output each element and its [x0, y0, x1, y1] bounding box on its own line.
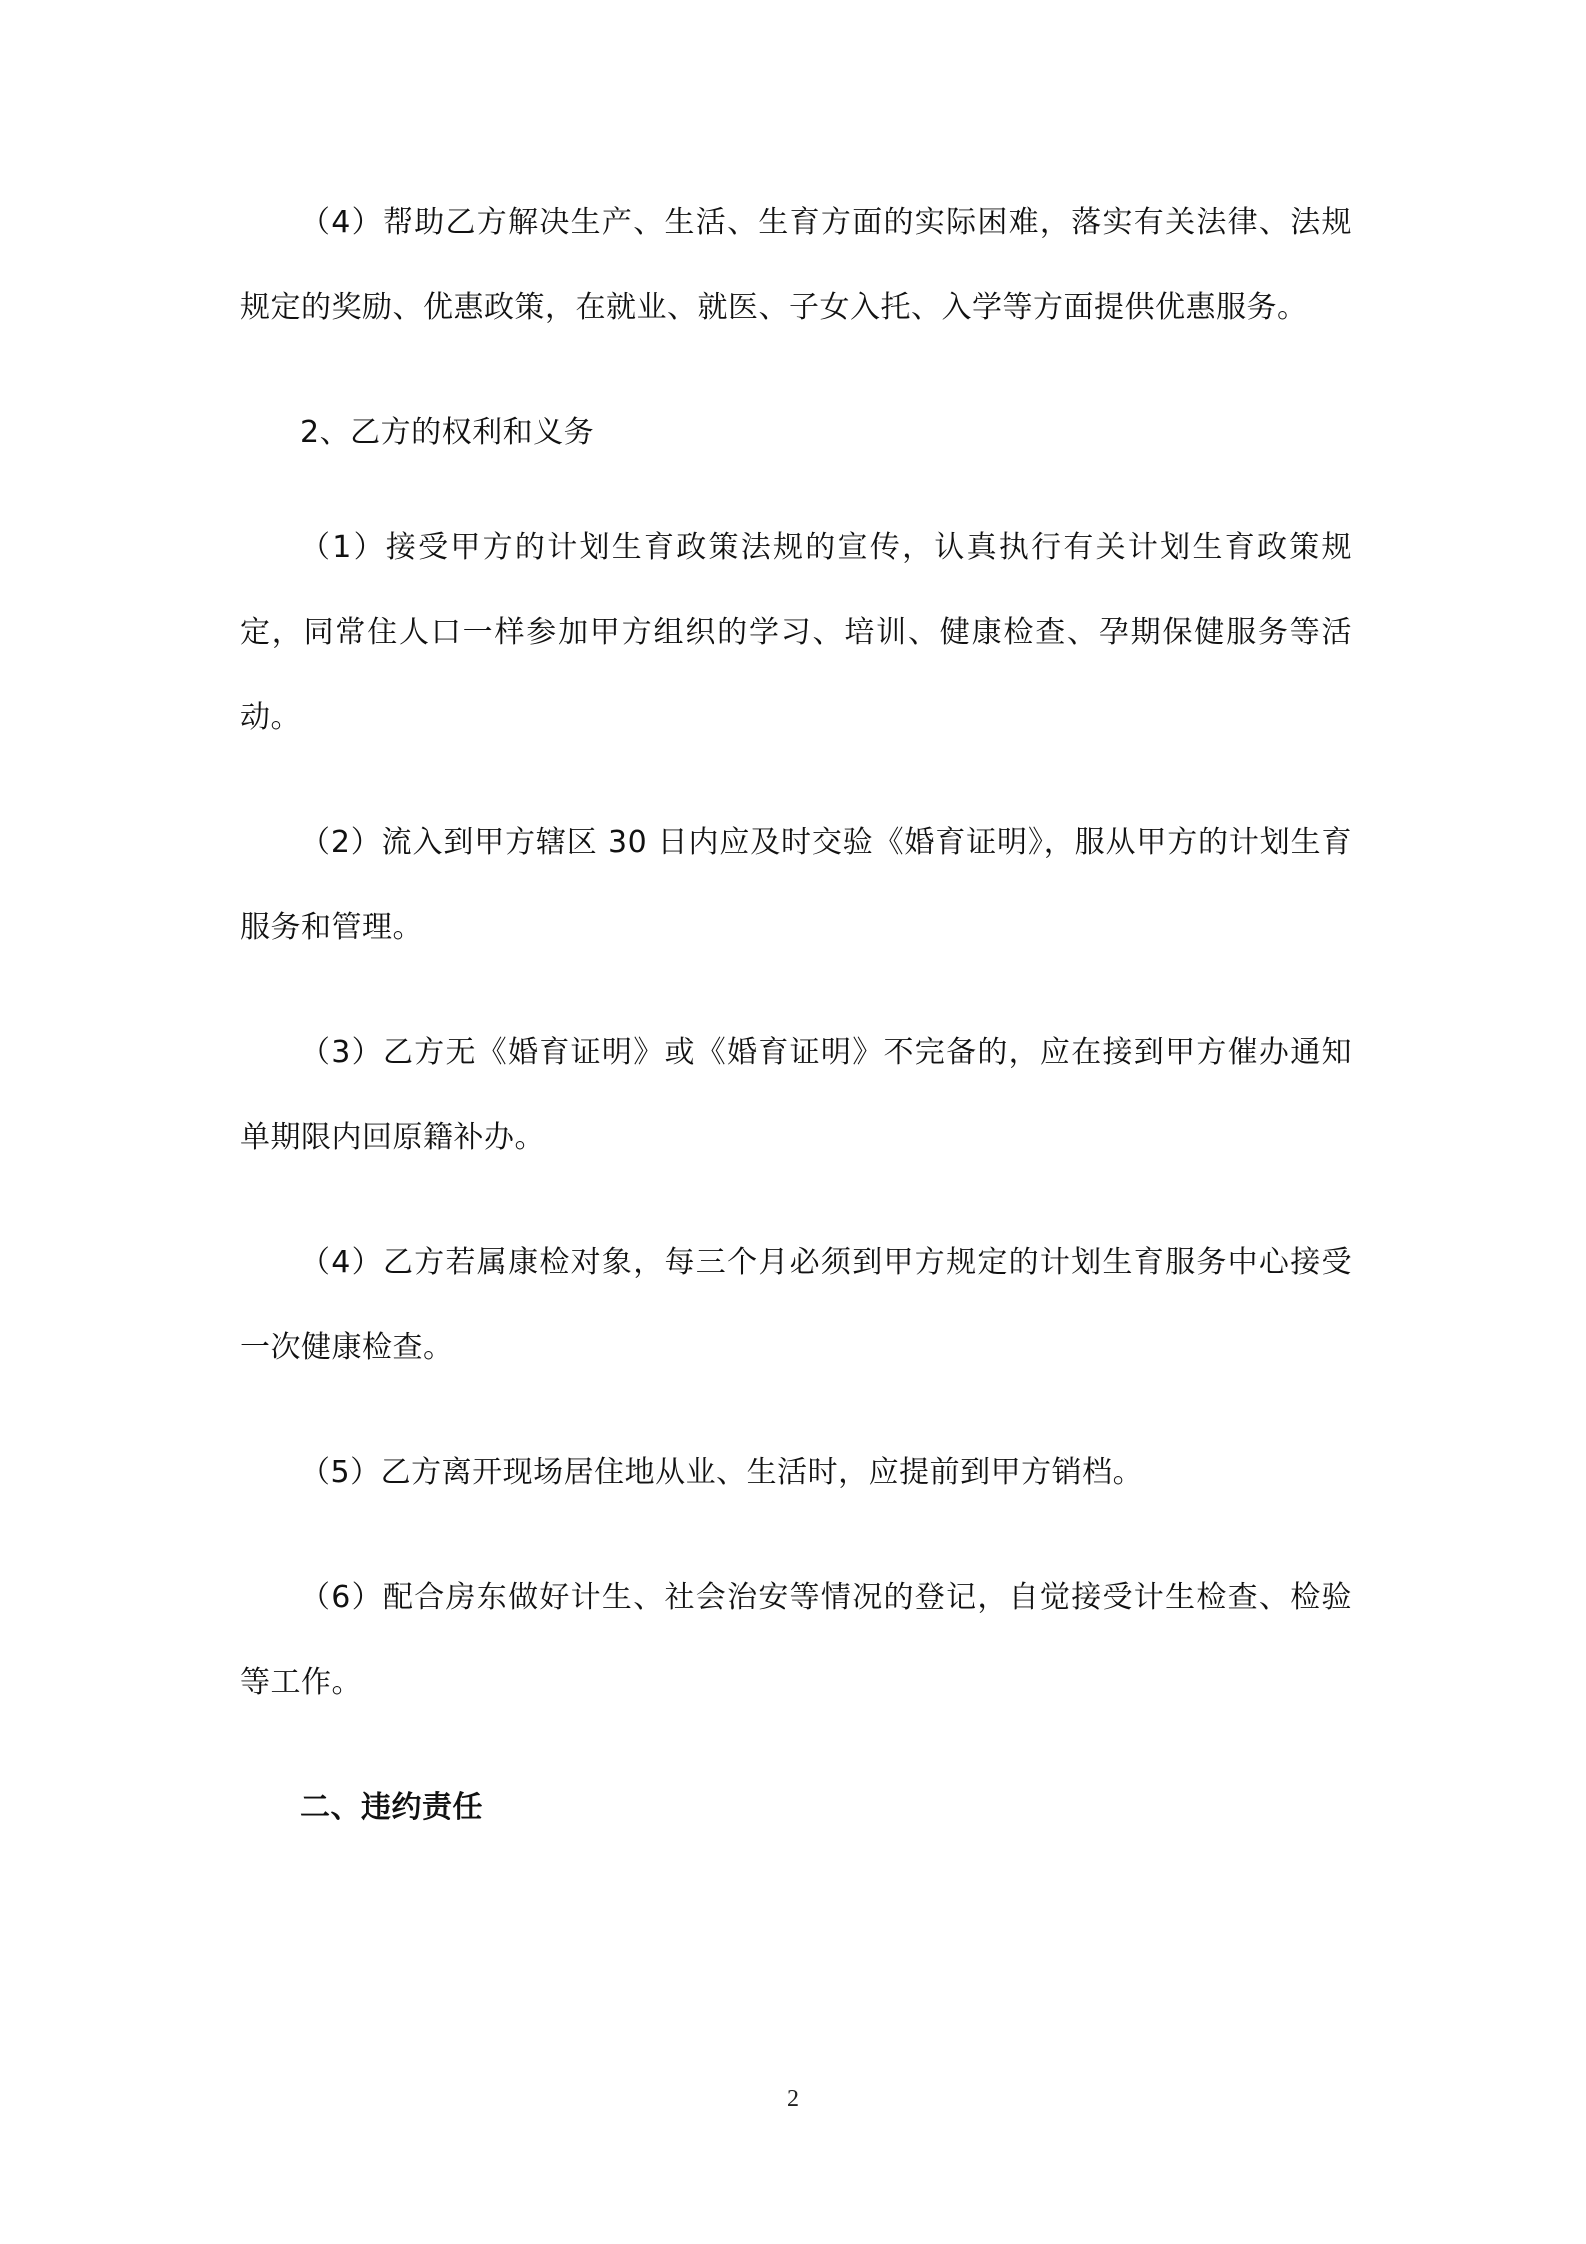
- paragraph-party-b-duty-4: （4）乙方若属康检对象，每三个月必须到甲方规定的计划生育服务中心接受一次健康检查。: [240, 1245, 1352, 1365]
- document-body: [240, 180, 1352, 1890]
- paragraph-party-b-duty-6: （6）配合房东做好计生、社会治安等情况的登记，自觉接受计生检查、检验等工作。: [240, 1580, 1352, 1700]
- section-heading-breach-liability: 二、违约责任: [300, 1790, 483, 1825]
- paragraph-party-b-duty-5: （5）乙方离开现场居住地从业、生活时，应提前到甲方销档。: [300, 1455, 1144, 1490]
- paragraph-party-a-duty-4: （4）帮助乙方解决生产、生活、生育方面的实际困难，落实有关法律、法规规定的奖励、优惠政策，在就业、就医、子女入托、入学等方面提供优惠服务。: [240, 205, 1352, 325]
- paragraph-party-b-duty-1: （1）接受甲方的计划生育政策法规的宣传，认真执行有关计划生育政策规定，同常住人口一样参加甲方组织的学习、培训、健康检查、孕期保健服务等活动。: [240, 530, 1352, 735]
- page-number: 2: [787, 2086, 799, 2112]
- paragraph-party-b-duty-2: （2）流入到甲方辖区 30 日内应及时交验《婚育证明》，服从甲方的计划生育服务和管理。: [240, 825, 1352, 945]
- paragraph-party-b-duty-3: （3）乙方无《婚育证明》或《婚育证明》不完备的，应在接到甲方催办通知单期限内回原籍补办。: [240, 1035, 1352, 1155]
- section-heading-party-b-rights: 2、乙方的权利和义务: [300, 415, 595, 450]
